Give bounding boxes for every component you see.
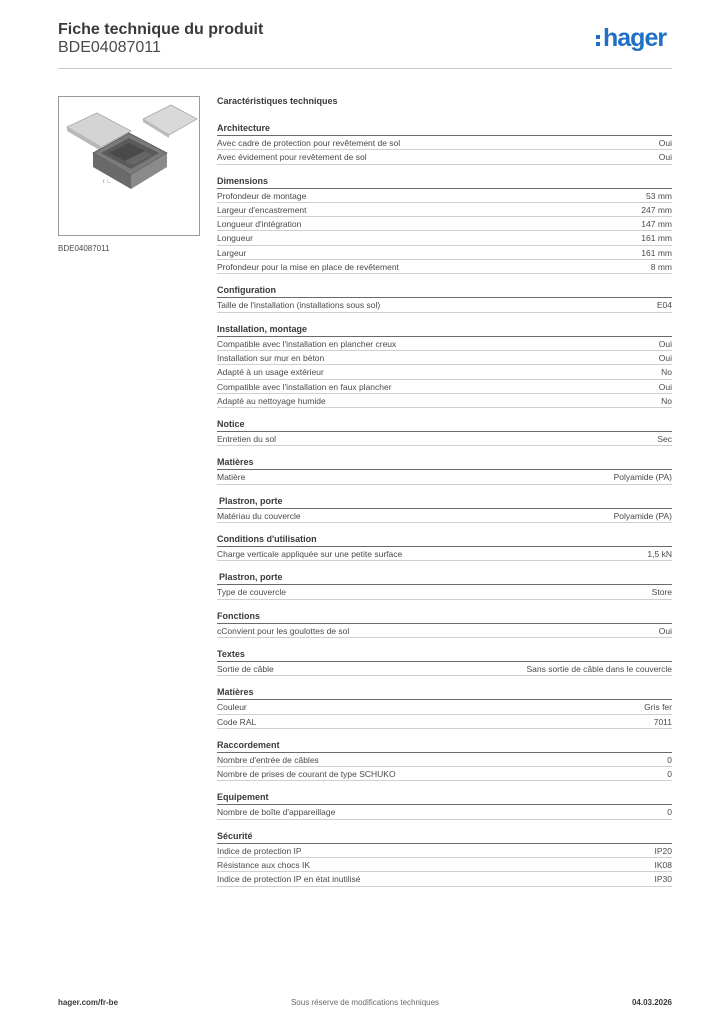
footer — [58, 998, 672, 1010]
spec-label: Indice de protection IP — [217, 845, 302, 856]
spec-value: E04 — [656, 300, 672, 311]
spec-label: Nombre d'entrée de câbles — [217, 754, 319, 765]
section-heading: Equipement — [217, 791, 672, 805]
spec-row — [217, 394, 672, 408]
spec-value: 247 mm — [641, 204, 672, 215]
spec-value: 0 — [667, 769, 672, 780]
spec-row — [217, 767, 672, 781]
specifications — [217, 96, 672, 897]
spec-label: Nombre de prises de courant de type SCHUKO — [217, 769, 396, 780]
section-heading: Conditions d'utilisation — [217, 533, 672, 547]
spec-row — [217, 189, 672, 203]
spec-label: Résistance aux chocs IK — [217, 860, 311, 871]
spec-row — [217, 351, 672, 365]
spec-row — [217, 844, 672, 858]
spec-value: 161 mm — [641, 247, 672, 258]
section-heading: Textes — [217, 648, 672, 662]
spec-row — [217, 547, 672, 561]
page-title: Fiche technique du produit — [58, 21, 264, 38]
spec-row — [217, 260, 672, 274]
spec-value: 147 mm — [641, 219, 672, 230]
spec-section — [217, 791, 672, 819]
spec-value: 161 mm — [641, 233, 672, 244]
spec-label: Adapté au nettoyage humide — [217, 395, 326, 406]
spec-value: IP20 — [654, 845, 672, 856]
spec-section — [217, 686, 672, 729]
spec-label: Type de couvercle — [217, 587, 286, 598]
spec-value: Oui — [658, 138, 672, 148]
spec-section — [217, 284, 672, 312]
spec-row — [217, 858, 672, 872]
spec-row — [217, 585, 672, 599]
spec-row — [217, 380, 672, 394]
spec-row — [217, 700, 672, 714]
spec-value: 1,5 kN — [647, 549, 672, 560]
specifications-title: Caractéristiques techniques — [217, 96, 338, 106]
spec-label: Compatible avec l'installation en plancher creux — [217, 338, 397, 349]
spec-label: cConvient pour les goulottes de sol — [217, 625, 350, 636]
spec-row — [217, 246, 672, 260]
product-image — [58, 96, 200, 236]
spec-row — [217, 715, 672, 729]
section-heading: Raccordement — [217, 739, 672, 753]
spec-row — [217, 365, 672, 379]
spec-value: 7011 — [653, 716, 672, 727]
spec-value: Oui — [658, 381, 672, 392]
spec-value: Oui — [658, 352, 672, 363]
spec-value: IK08 — [654, 860, 672, 871]
spec-section — [217, 175, 672, 275]
spec-label: Largeur — [217, 247, 247, 258]
spec-row — [217, 298, 672, 312]
footer-disclaimer: Sous réserve de modifications techniques — [290, 998, 440, 1007]
header-divider — [58, 68, 672, 69]
section-heading: Installation, montage — [217, 323, 672, 337]
spec-value: 8 mm — [650, 262, 672, 273]
spec-label: Matériau du couvercle — [217, 510, 301, 521]
product-reference: BDE04087011 — [58, 39, 161, 56]
section-heading: Architecture — [217, 122, 672, 136]
spec-row — [217, 805, 672, 819]
spec-row — [217, 872, 672, 886]
footer-website: hager.com/fr-be — [58, 998, 119, 1007]
spec-row — [217, 470, 672, 484]
spec-label: Entretien du sol — [217, 434, 277, 445]
spec-row — [217, 624, 672, 638]
spec-row — [217, 217, 672, 231]
spec-label: Compatible avec l'installation en faux plancher — [217, 381, 392, 392]
section-heading: Notice — [217, 418, 672, 432]
spec-section — [217, 648, 672, 676]
spec-row — [217, 432, 672, 446]
logo-dots-icon — [596, 33, 601, 47]
spec-label: Avec cadre de protection pour revêtement de sol — [217, 138, 401, 148]
spec-row — [217, 662, 672, 676]
spec-section — [217, 571, 672, 599]
section-heading: Matières — [217, 686, 672, 700]
spec-row — [217, 231, 672, 245]
spec-label: Largeur d'encastrement — [217, 204, 307, 215]
spec-section — [217, 456, 672, 484]
section-heading: Plastron, porte — [217, 571, 672, 585]
spec-row — [217, 150, 672, 164]
spec-label: Adapté à un usage extérieur — [217, 367, 324, 378]
spec-row — [217, 203, 672, 217]
spec-label: Longueur d'intégration — [217, 219, 302, 230]
footer-date: 04.03.2026 — [631, 998, 672, 1007]
svg-text:ı ∟: ı ∟ — [103, 179, 113, 185]
spec-value: IP30 — [654, 874, 672, 885]
spec-value: Oui — [658, 152, 672, 163]
section-heading: Plastron, porte — [217, 495, 672, 509]
spec-label: Avec évidement pour revêtement de sol — [217, 152, 367, 163]
spec-section — [217, 122, 672, 165]
spec-value: No — [661, 395, 672, 406]
spec-value: Oui — [658, 338, 672, 349]
spec-row — [217, 509, 672, 523]
spec-label: Indice de protection IP en état inutilisé — [217, 874, 361, 885]
spec-value: Store — [651, 587, 672, 598]
section-heading: Dimensions — [217, 175, 672, 189]
spec-section — [217, 739, 672, 782]
section-heading: Fonctions — [217, 610, 672, 624]
hager-logo — [596, 26, 666, 51]
spec-value: Polyamide (PA) — [613, 472, 672, 483]
spec-value: Sans sortie de câble dans le couvercle — [526, 663, 672, 674]
section-heading: Sécurité — [217, 830, 672, 844]
spec-label: Code RAL — [217, 716, 257, 727]
section-heading: Matières — [217, 456, 672, 470]
spec-section — [217, 323, 672, 408]
spec-row — [217, 753, 672, 767]
spec-label: Couleur — [217, 702, 247, 713]
spec-label: Profondeur de montage — [217, 190, 307, 201]
spec-label: Nombre de boîte d'appareillage — [217, 807, 336, 818]
spec-label: Longueur — [217, 233, 253, 244]
spec-value: No — [661, 367, 672, 378]
spec-section — [217, 495, 672, 523]
spec-label: Matière — [217, 472, 246, 483]
spec-value: 0 — [667, 754, 672, 765]
spec-label: Profondeur pour la mise en place de revêtement — [217, 262, 399, 273]
logo-text: hager — [603, 24, 667, 52]
spec-value: Oui — [658, 625, 672, 636]
spec-value: Gris fer — [644, 702, 672, 713]
spec-section — [217, 610, 672, 638]
image-caption: BDE04087011 — [58, 244, 110, 253]
spec-label: Sortie de câble — [217, 663, 274, 674]
floor-box-illustration — [59, 97, 199, 235]
spec-section — [217, 533, 672, 561]
spec-row — [217, 136, 672, 150]
spec-row — [217, 337, 672, 351]
spec-value: 53 mm — [646, 190, 672, 201]
spec-value: Sec — [657, 434, 672, 445]
section-heading: Configuration — [217, 284, 672, 298]
spec-value: 0 — [667, 807, 672, 818]
spec-sections — [217, 122, 672, 887]
spec-section — [217, 418, 672, 446]
spec-label: Installation sur mur en béton — [217, 352, 325, 363]
spec-section — [217, 830, 672, 887]
spec-value: Polyamide (PA) — [613, 510, 672, 521]
spec-label: Charge verticale appliquée sur une petite surface — [217, 549, 403, 560]
spec-label: Taille de l'installation (installations sous sol) — [217, 300, 381, 311]
